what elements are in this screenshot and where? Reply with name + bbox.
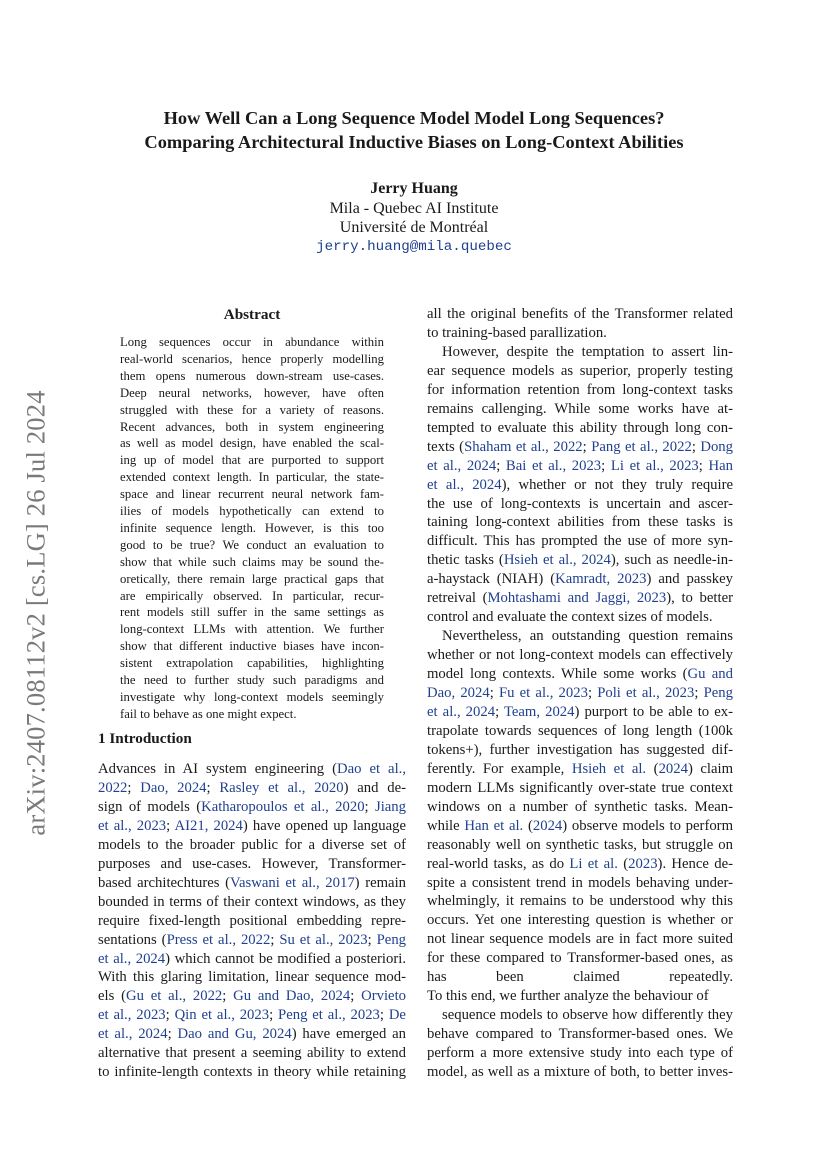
text-run: ) and de- <box>343 779 406 796</box>
text-run: ) and passkey <box>646 571 733 588</box>
arxiv-id: arXiv:2407.08112v2 [cs.LG] 26 Jul 2024 <box>20 390 51 836</box>
text-run: ; <box>350 988 362 1005</box>
citation-link[interactable]: Orvieto <box>361 988 406 1005</box>
body-line <box>427 948 733 968</box>
body-line <box>98 892 406 912</box>
body-line <box>427 929 733 949</box>
citation-link[interactable]: 2022 <box>98 779 128 796</box>
text-run: ferently. For example, <box>427 760 572 777</box>
text-run: all the original benefits of the Transformer related <box>427 306 733 322</box>
text-run: ) observe models to perform <box>562 817 733 834</box>
text-run: model long contexts. While some works ( <box>427 666 688 683</box>
text-run: ; <box>587 685 598 701</box>
text-run: retreival ( <box>427 590 488 607</box>
arxiv-watermark <box>14 376 58 850</box>
text-run: sentations ( <box>98 931 167 948</box>
section-heading-introduction: 1 Introduction <box>98 730 192 747</box>
text-run: ; <box>601 457 611 474</box>
abstract-line: oretically, there remain large practical gaps that <box>120 571 384 586</box>
text-run: With this glaring limitation, linear sequence mod- <box>98 969 406 986</box>
body-line <box>98 835 406 855</box>
text-run: ; <box>167 1026 178 1043</box>
citation-link[interactable]: Dao et al., <box>337 761 406 777</box>
body-line <box>98 759 406 779</box>
author-email[interactable]: jerry.huang@mila.quebec <box>316 238 512 255</box>
citation-link[interactable]: Su et al., 2023 <box>279 931 368 948</box>
text-run: to training-based parallization. <box>427 324 607 341</box>
citation-link[interactable]: Peng <box>703 685 733 701</box>
text-run: ; <box>206 779 220 796</box>
text-run: whether or not long-context models can effectively <box>427 647 733 664</box>
body-line <box>427 721 733 741</box>
body-line <box>427 740 733 760</box>
body-line <box>427 531 733 551</box>
text-run: ), whether or not they truly require <box>501 476 733 493</box>
text-run: texts ( <box>427 438 465 455</box>
body-line <box>427 1062 733 1082</box>
citation-link[interactable]: Han <box>708 457 733 474</box>
body-line <box>98 797 406 817</box>
body-line <box>98 986 406 1006</box>
text-run: for these compared to Transformer-based ones, as <box>427 950 733 967</box>
citation-link[interactable]: Jiang <box>374 798 406 815</box>
text-run: However, despite the temptation to assert lin- <box>442 343 733 360</box>
citation-link[interactable]: Shaham et al., 2022 <box>464 438 583 455</box>
body-line <box>98 949 406 969</box>
text-run: whelmingly, it remains to be understood why this <box>427 893 733 910</box>
abstract-line: ilies of models hypothetically can extend to <box>120 504 384 518</box>
citation-link[interactable]: Dao and Gu, 2024 <box>177 1026 292 1043</box>
text-run: ( <box>646 760 659 777</box>
abstract-line: infinite sequence length. However, is this too <box>120 520 384 535</box>
body-line <box>427 626 733 646</box>
abstract-line: the need to further study such paradigms and <box>120 673 384 687</box>
body-line <box>98 778 406 798</box>
citation-link[interactable]: Fu et al., 2023 <box>498 685 588 701</box>
text-run: reasonably well on synthetic tasks, but struggle on <box>427 836 733 853</box>
body-line <box>427 323 733 343</box>
author-block <box>200 179 628 257</box>
citation-link[interactable]: et al., 2023 <box>98 1007 166 1024</box>
text-run: ; <box>269 1007 279 1024</box>
text-run: ) which cannot be modified a posteriori. <box>165 950 407 967</box>
body-line <box>98 854 406 874</box>
body-line <box>98 1062 406 1082</box>
text-run: require fixed-length positional embedding repre- <box>98 912 406 929</box>
body-line <box>427 569 733 589</box>
body-line <box>427 512 733 532</box>
body-line <box>427 494 733 514</box>
text-run: ) claim <box>687 760 734 777</box>
body-line <box>427 304 733 324</box>
text-run: ) remain <box>354 874 406 891</box>
body-line <box>427 475 733 495</box>
text-run: Nevertheless, an outstanding question remains <box>442 628 733 645</box>
abstract-line: extended context length. In particular, the state- <box>120 470 384 485</box>
text-run: ), to better <box>666 590 733 607</box>
text-run: ear sequence models as superior, properly testing <box>427 362 733 379</box>
citation-link[interactable]: Dao, 2024 <box>140 779 207 796</box>
text-run: ) have emerged an <box>291 1026 406 1043</box>
citation-link[interactable]: Rasley et al., 2020 <box>219 779 344 796</box>
citation-link[interactable]: 2023 <box>628 855 658 872</box>
citation-link[interactable]: Qin et al., 2023 <box>174 1007 270 1024</box>
text-run: ; <box>270 931 280 948</box>
author-affiliation: Université de Montréal <box>339 219 489 236</box>
citation-link[interactable]: et al., 2024 <box>98 950 166 967</box>
body-line <box>427 910 733 930</box>
body-line <box>427 873 733 893</box>
abstract-line: Recent advances, both in system engineering <box>120 419 384 434</box>
body-line <box>98 816 406 836</box>
body-line <box>427 1005 733 1025</box>
text-run: ; <box>379 1007 389 1024</box>
text-run: To this end, we further analyze the behaviour of <box>427 988 709 1005</box>
text-run: ; <box>496 457 506 474</box>
paper-title <box>90 106 738 154</box>
text-run: ). Hence de- <box>657 855 733 872</box>
citation-link[interactable]: et al., 2023 <box>98 817 167 834</box>
text-run: not linear sequence models are in fact more suited <box>427 931 733 948</box>
text-run: sign of models ( <box>98 798 202 815</box>
body-line <box>98 930 406 950</box>
body-line <box>427 702 733 722</box>
body-line <box>98 1005 406 1025</box>
text-run: modern LLMs significantly over-state true context <box>427 779 733 796</box>
text-run: while <box>427 817 465 834</box>
text-run: ; <box>367 931 377 948</box>
text-run: occurs. Yet one interesting question is whether or <box>427 912 733 929</box>
citation-link[interactable]: Peng <box>376 931 407 948</box>
body-line <box>98 873 406 893</box>
body-line <box>427 797 733 817</box>
text-run: ; <box>489 685 499 701</box>
abstract-line: as well as model design, have enabled the scal- <box>120 436 384 451</box>
citation-link[interactable]: Li et al. <box>569 855 618 872</box>
body-line <box>427 1043 733 1063</box>
citation-link[interactable]: Han et al. <box>464 817 524 834</box>
abstract-line: struggled with these for a variety of reasons. <box>120 402 384 417</box>
body-line <box>427 986 733 1006</box>
citation-link[interactable]: Hsieh et al. <box>571 760 647 777</box>
text-run: ; <box>694 685 704 701</box>
author-name: Jerry Huang <box>370 180 458 197</box>
citation-link[interactable]: 2024 <box>532 817 563 834</box>
text-run: ; <box>582 438 592 455</box>
abstract-line: sistent extrapolation capabilities, highlighting <box>120 656 384 671</box>
body-line <box>427 759 733 779</box>
text-run: thetic tasks ( <box>427 552 504 569</box>
text-run: the use of long-contexts is uncertain and ascer- <box>427 495 733 512</box>
title-line: How Well Can a Long Sequence Model Model Long Sequences? <box>163 108 665 128</box>
citation-link[interactable]: AI21, 2024 <box>174 817 243 834</box>
text-run: ; <box>698 457 709 474</box>
text-run: taining long-context abilities from these tasks is <box>427 514 733 531</box>
abstract-line: long-context LLMs with attention. We further <box>120 622 384 637</box>
text-run: ; <box>165 1007 175 1024</box>
text-run: a-haystack (NIAH) ( <box>427 571 556 588</box>
text-run: difficult. This has prompted the use of more syn- <box>427 533 733 550</box>
abstract-heading: Abstract <box>223 306 281 323</box>
abstract-line: show that while such claims may be sound the- <box>120 554 384 569</box>
text-run: ; <box>691 438 701 455</box>
text-run: tempted to evaluate this ability through long con- <box>427 419 733 436</box>
text-run: trapolate towards sequences of long length (100k <box>427 722 733 739</box>
text-run: ( <box>523 817 533 834</box>
text-run: behave compared to Transformer-based ones. We <box>427 1026 733 1043</box>
body-line <box>98 911 406 931</box>
citation-link[interactable]: Mohtashami and Jaggi, 2023 <box>487 590 667 607</box>
text-run: perform a more extensive study into each type of <box>427 1045 733 1062</box>
text-run: windows on a number of synthetic tasks. Mean- <box>427 798 733 815</box>
text-run: ( <box>617 855 629 872</box>
text-run: ) have opened up language <box>242 817 407 834</box>
text-run: spite a consistent trend in models behaving under- <box>427 874 733 891</box>
citation-link[interactable]: Pang et al., 2022 <box>591 438 692 455</box>
body-line <box>427 456 733 476</box>
abstract-line: rent models still suffer in the same settings as <box>120 605 384 620</box>
body-line <box>427 967 733 987</box>
abstract-line: good to be true? We conduct an evaluation to <box>120 537 384 552</box>
text-run: ; <box>127 779 141 796</box>
text-run: control and evaluate the context sizes of models. <box>427 609 713 626</box>
text-run: has been claimed repeatedly. <box>427 969 733 986</box>
body-line <box>427 418 733 438</box>
text-run: ; <box>166 817 175 834</box>
citation-link[interactable]: Poli et al., 2023 <box>597 685 695 701</box>
body-line <box>427 437 733 457</box>
body-line <box>427 778 733 798</box>
citation-link[interactable]: Li et al., 2023 <box>610 457 699 474</box>
citation-link[interactable]: et al., 2024 <box>427 476 502 493</box>
citation-link[interactable]: 2024 <box>658 760 688 777</box>
text-run: model, as well as a mixture of both, to better inves- <box>427 1064 733 1080</box>
text-run: to infinite-length contexts in theory while retaining <box>98 1064 406 1081</box>
abstract-line: fail to behave as one might expect. <box>120 706 297 721</box>
body-line <box>427 399 733 419</box>
body-line <box>427 607 733 627</box>
body-line <box>427 683 733 703</box>
body-line <box>427 361 733 381</box>
body-line <box>427 550 733 570</box>
abstract-line: Deep neural networks, however, have often <box>120 385 384 400</box>
body-line <box>98 967 406 987</box>
text-run: for information retention from long-context tasks <box>427 381 733 398</box>
abstract-line: are empirically observed. In particular, recur- <box>120 588 384 603</box>
abstract-line: real-world scenarios, hence properly modelling <box>120 351 384 366</box>
abstract-line: investigate why long-context models seemingly <box>120 689 384 704</box>
body-line <box>427 664 733 684</box>
citation-link[interactable]: et al., 2024 <box>427 703 496 720</box>
text-run: bounded in terms of their context windows, as they <box>98 893 406 910</box>
author-affiliation: Mila - Quebec AI Institute <box>329 199 499 217</box>
body-line <box>427 835 733 855</box>
text-run: real-world tasks, as do <box>427 855 570 872</box>
citation-link[interactable]: Gu et al., 2022 <box>126 988 223 1005</box>
text-run: alternative that present a seeming ability to extend <box>98 1045 406 1062</box>
text-run: sequence models to observe how differently they <box>442 1007 733 1024</box>
body-line <box>98 1043 406 1063</box>
text-run: ) purport to be able to ex- <box>574 703 733 720</box>
body-line <box>427 1024 733 1044</box>
citation-link[interactable]: Gu and Dao, 2024 <box>233 988 351 1005</box>
text-run: based architechtures ( <box>98 874 231 891</box>
citation-link[interactable]: Press et al., 2022 <box>166 931 271 948</box>
citation-link[interactable]: Kamradt, 2023 <box>555 571 647 588</box>
text-run: purposes and use-cases. However, Transformer- <box>98 855 406 872</box>
text-run: ), such as needle-in- <box>610 552 733 569</box>
citation-link[interactable]: Gu and <box>687 666 733 683</box>
citation-link[interactable]: Dao, 2024 <box>427 685 490 701</box>
title-line: Comparing Architectural Inductive Biases on Long-Context Abilities <box>144 132 684 152</box>
citation-link[interactable]: Peng et al., 2023 <box>278 1007 380 1024</box>
abstract-line: them opens numerous down-stream use-cases. <box>120 368 384 383</box>
abstract-line: show that different inductive biases have incon- <box>120 639 384 654</box>
body-line <box>427 342 733 362</box>
citation-link[interactable]: De <box>388 1007 406 1024</box>
abstract-line: space and linear recurrent neural network fam- <box>120 487 384 502</box>
text-run: tokens+), further investigation has suggested dif- <box>427 741 733 758</box>
abstract-line: Long sequences occur in abundance within <box>120 335 384 349</box>
body-line <box>427 854 733 874</box>
body-line <box>427 380 733 400</box>
body-line <box>427 816 733 836</box>
body-line <box>427 645 733 665</box>
citation-link[interactable]: et al., 2024 <box>427 457 497 474</box>
text-run: remains callenging. While some works have at- <box>427 400 733 417</box>
text-run: ; <box>222 988 234 1005</box>
text-run: ; <box>364 798 375 815</box>
citation-link[interactable]: Katharopoulos et al., 2020 <box>201 798 365 815</box>
text-run: Advances in AI system engineering ( <box>98 761 337 777</box>
citation-link[interactable]: Team, 2024 <box>503 703 575 720</box>
body-line <box>427 891 733 911</box>
body-line <box>98 1024 406 1044</box>
body-line <box>427 588 733 608</box>
citation-link[interactable]: et al., 2024 <box>98 1026 168 1043</box>
text-run: els ( <box>98 988 127 1005</box>
citation-link[interactable]: Dong <box>700 438 733 455</box>
citation-link[interactable]: Vaswani et al., 2017 <box>230 874 355 891</box>
text-run: models to the broader public for a diverse set of <box>98 836 406 853</box>
text-run: ; <box>495 703 504 720</box>
citation-link[interactable]: Hsieh et al., 2024 <box>503 552 611 569</box>
citation-link[interactable]: Bai et al., 2023 <box>505 457 602 474</box>
abstract-line: ing up of model that are purported to support <box>120 453 384 468</box>
